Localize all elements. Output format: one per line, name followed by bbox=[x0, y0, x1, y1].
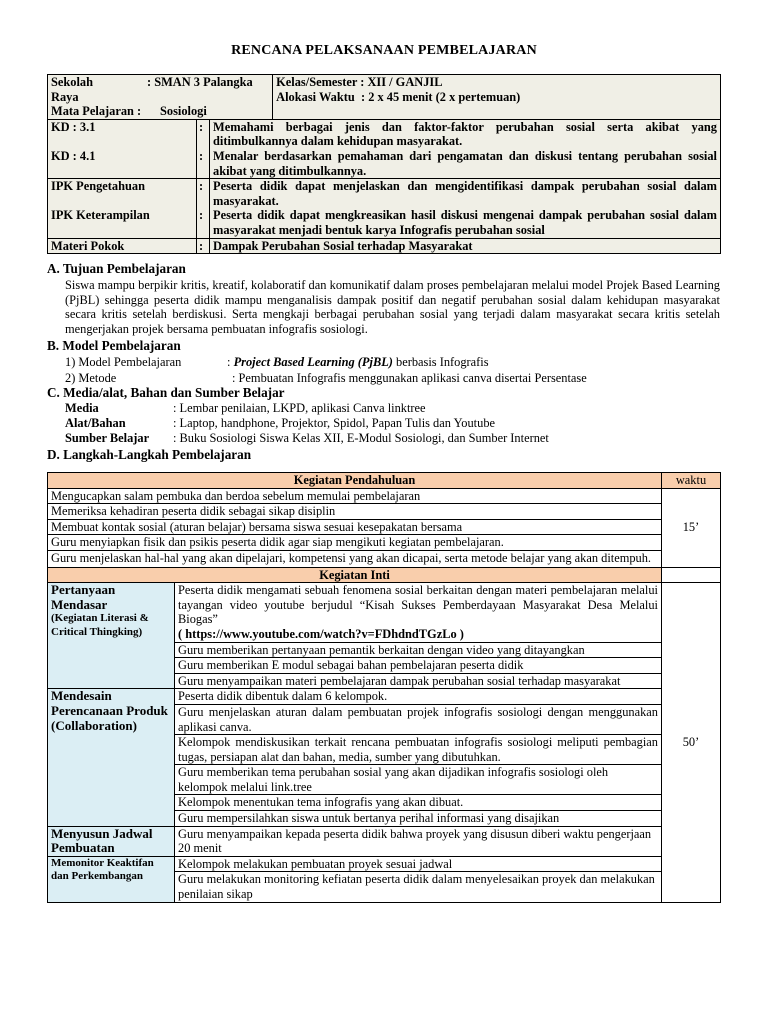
stage2-item: Guru menjelaskan aturan dalam pembuatan projek infografis sosiologi dengan menggunakan aplikasi canva. bbox=[175, 704, 662, 734]
stage4-item: Guru melakukan monitoring kefiatan peserta didik dalam menyelesaikan proyek dan melakukan penilaian sikap bbox=[175, 872, 662, 902]
section-b-title: B. Model Pembelajaran bbox=[47, 338, 181, 353]
media-row bbox=[65, 401, 426, 416]
stage4-title: Memonitor Keaktifan dan Perkembangan bbox=[48, 856, 175, 902]
mapel-value: Sosiologi bbox=[160, 104, 207, 119]
colon: : bbox=[199, 179, 204, 194]
sekolah-value: : SMAN 3 Palangka Raya bbox=[51, 75, 253, 104]
section-a-title: A. Tujuan Pembelajaran bbox=[47, 261, 186, 276]
model-colon: : bbox=[227, 355, 231, 369]
alat-label: Alat/Bahan bbox=[65, 416, 126, 430]
kd31-text: Memahami berbagai jenis dan faktor-faktor perubahan sosial serta akibat yang ditimbulkannya dalam kehidupan masyarakat. bbox=[213, 119, 717, 149]
colon: : bbox=[199, 208, 204, 223]
stage1-item: Guru memberikan E modul sebagai bahan pembelajaran peserta didik bbox=[175, 658, 662, 674]
waktu-header: waktu bbox=[662, 473, 721, 489]
ipk-keterampilan-text: Peserta didik dapat mengkreasikan hasil diskusi mengenai dampak perubahan sosial dalam masyarakat menjadi bentuk karya Infografis perubahan sosial bbox=[213, 208, 717, 237]
materi-label: Materi Pokok bbox=[48, 238, 197, 254]
header-info-table bbox=[47, 74, 721, 254]
mapel-label: Mata Pelajaran : bbox=[51, 104, 142, 119]
youtube-link[interactable]: ( https://www.youtube.com/watch?v=FDhdndTGzLo ) bbox=[178, 626, 464, 641]
model-value-emphasis: Project Based Learning (PjBL) bbox=[233, 355, 393, 369]
section-c-title: C. Media/alat, Bahan dan Sumber Belajar bbox=[47, 385, 285, 400]
sekolah-label: Sekolah bbox=[51, 75, 94, 89]
stage2-item: Guru mempersilahkan siswa untuk bertanya perihal informasi yang disajikan bbox=[175, 811, 662, 827]
metode-row bbox=[65, 371, 587, 386]
stage1-item: Guru memberikan pertanyaan pemantik berkaitan dengan video yang ditayangkan bbox=[175, 642, 662, 658]
stage3-item: Guru menyampaikan kepada peserta didik bahwa proyek yang disusun diberi waktu pengerjaan 20 menit bbox=[175, 826, 662, 856]
colon: : bbox=[199, 148, 204, 163]
kd31-label: KD : 3.1 bbox=[51, 119, 96, 134]
stage2-item: Kelompok mendiskusikan terkait rencana pembuatan infografis sosiologi meliputi pembagian tugas, persiapan alat dan bahan, media, sumber yang dibutuhkan. bbox=[175, 735, 662, 765]
materi-text: Dampak Perubahan Sosial terhadap Masyarakat bbox=[210, 238, 721, 254]
stage1-title: Pertanyaan Mendasar bbox=[51, 582, 116, 612]
colon: : bbox=[199, 119, 204, 134]
stage1-subtitle: (Kegiatan Literasi & Critical Thingking) bbox=[51, 612, 149, 638]
sumber-row bbox=[65, 431, 549, 446]
sumber-label: Sumber Belajar bbox=[65, 431, 150, 445]
ipk-keterampilan-label: IPK Keterampilan bbox=[51, 208, 150, 223]
header-row-ipk bbox=[48, 179, 721, 238]
model-label: 1) Model Pembelajaran bbox=[65, 355, 182, 369]
media-value: : Lembar penilaian, LKPD, aplikasi Canva linktree bbox=[173, 401, 426, 415]
alat-row bbox=[65, 416, 495, 431]
alokasi-waktu: Alokasi Waktu : 2 x 45 menit (2 x pertemuan) bbox=[276, 89, 521, 104]
pendahuluan-time: 15’ bbox=[662, 488, 721, 567]
model-pembelajaran-row bbox=[65, 355, 489, 370]
activities-table bbox=[47, 472, 721, 903]
header-row-school bbox=[48, 75, 721, 120]
pendahuluan-item: Memeriksa kehadiran peserta didik sebagai sikap disiplin bbox=[48, 504, 662, 520]
pendahuluan-item: Guru menyiapkan fisik dan psikis peserta didik agar siap mengikuti kegiatan pembelajaran. bbox=[48, 535, 662, 551]
pendahuluan-header: Kegiatan Pendahuluan bbox=[48, 473, 662, 489]
ipk-pengetahuan-text: Peserta didik dapat menjelaskan dan mengidentifikasi dampak perubahan sosial dalam masyarakat. bbox=[213, 179, 717, 208]
section-a-text: Siswa mampu berpikir kritis, kreatif, kolaboratif dan komunikatif dalam proses pembelajaran melalui model Projek Based Learning (PjBL) sehingga peserta didik mampu menganalisis dampak positif dan negatif perubahan sosial dalam kehidupan masyarakat secara kritis setelah berdiskusi. Serta mengkaji berbagai perubahan sosial yang terjadi dalam masyarakat secara kritis setelah mengerjakan projek bersama pembuatan infografis sosiologi. bbox=[65, 278, 720, 336]
metode-value: : Pembuatan Infografis menggunakan aplikasi canva disertai Persentase bbox=[232, 371, 587, 385]
model-value-rest: berbasis Infografis bbox=[392, 355, 489, 369]
kelas-semester: Kelas/Semester : XII / GANJIL bbox=[276, 75, 443, 89]
stage1-item: Peserta didik mengamati sebuah fenomena sosial berkaitan dengan materi pembelajaran melalui tayangan video youtube berjudul “Kisah Sukses Pemberdayaan Masyarakat Desa Melalui Biogas” bbox=[178, 583, 658, 627]
colon: : bbox=[197, 238, 210, 254]
ipk-pengetahuan-label: IPK Pengetahuan bbox=[51, 179, 145, 194]
kd41-label: KD : 4.1 bbox=[51, 148, 96, 163]
inti-time: 50’ bbox=[662, 583, 721, 902]
header-row-kd bbox=[48, 119, 721, 178]
stage2-item: Peserta didik dibentuk dalam 6 kelompok. bbox=[175, 689, 662, 705]
stage1-item: Guru menyampaikan materi pembelajaran dampak perubahan sosial terhadap masyarakat bbox=[175, 673, 662, 689]
stage4-item: Kelompok melakukan pembuatan proyek sesuai jadwal bbox=[175, 856, 662, 872]
stage2-title: Mendesain Perencanaan Produk (Collaboration) bbox=[48, 689, 175, 826]
sumber-value: : Buku Sosiologi Siswa Kelas XII, E-Modul Sosiologi, dan Sumber Internet bbox=[173, 431, 549, 445]
document-title: RENCANA PELAKSANAAN PEMBELAJARAN bbox=[231, 43, 537, 58]
pendahuluan-item: Mengucapkan salam pembuka dan berdoa sebelum memulai pembelajaran bbox=[48, 488, 662, 504]
stage2-item: Kelompok menentukan tema infografis yang akan dibuat. bbox=[175, 795, 662, 811]
stage3-title: Menyusun Jadwal Pembuatan bbox=[48, 826, 175, 856]
metode-label: 2) Metode bbox=[65, 371, 117, 385]
pendahuluan-item: Membuat kontak sosial (aturan belajar) bersama siswa sesuai kesepakatan bersama bbox=[48, 519, 662, 535]
inti-header: Kegiatan Inti bbox=[48, 567, 662, 583]
pendahuluan-item: Guru menjelaskan hal-hal yang akan dipelajari, kompetensi yang akan dicapai, serta metode belajar yang akan ditempuh. bbox=[48, 550, 662, 567]
kd41-text: Menalar berdasarkan pemahaman dari pengamatan dan diskusi tentang perubahan sosial akibat yang ditimbulkannya. bbox=[213, 148, 717, 178]
header-row-materi bbox=[48, 238, 721, 254]
media-label: Media bbox=[65, 401, 99, 415]
stage2-item: Guru memberikan tema perubahan sosial yang akan dijadikan infografis sosiologi oleh kelompok melalui link.tree bbox=[175, 765, 662, 795]
section-d-title: D. Langkah-Langkah Pembelajaran bbox=[47, 447, 252, 462]
alat-value: : Laptop, handphone, Projektor, Spidol, Papan Tulis dan Youtube bbox=[173, 416, 496, 430]
